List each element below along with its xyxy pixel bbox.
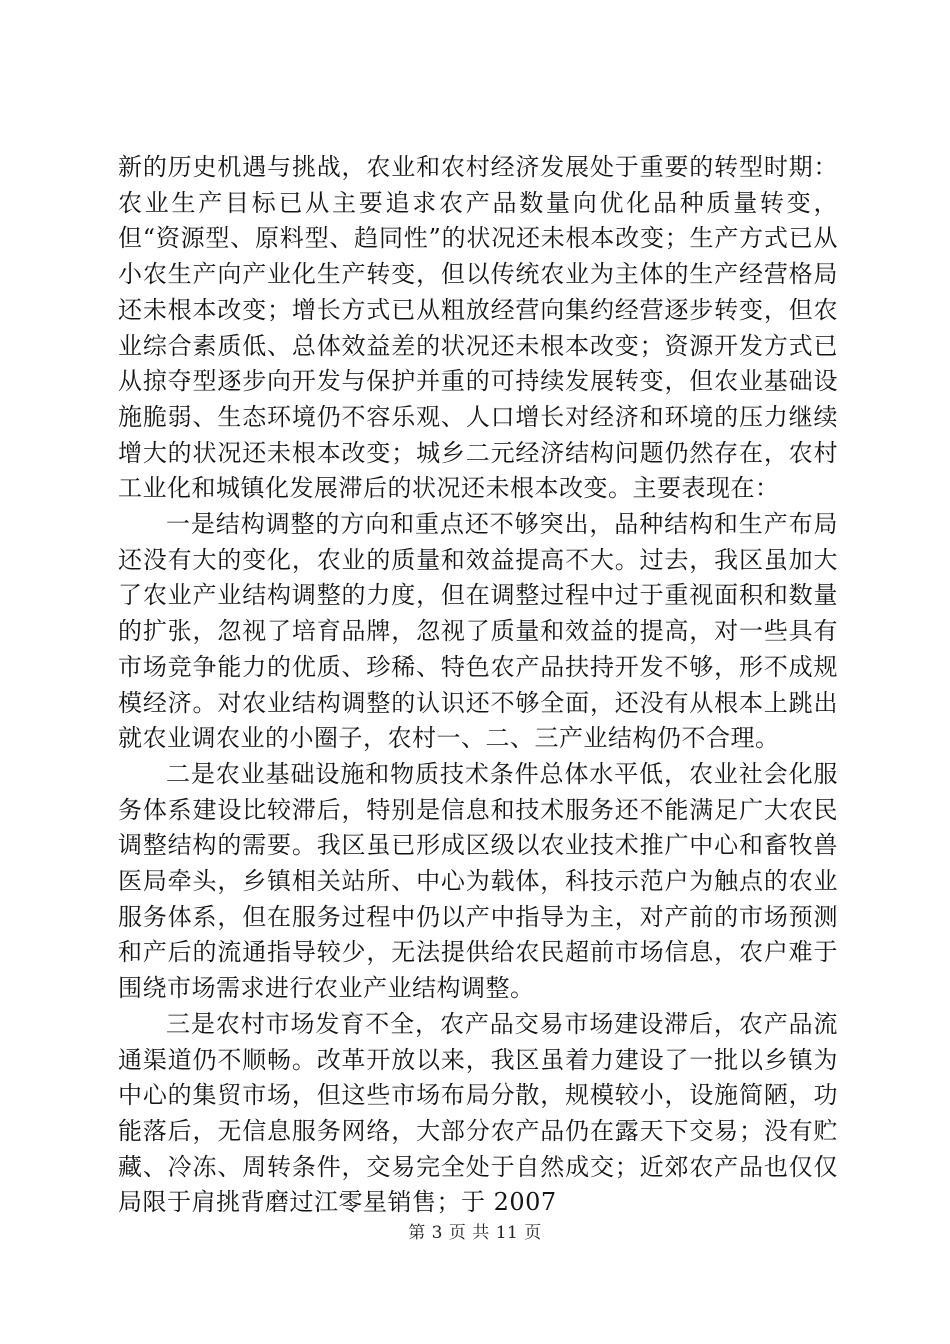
paragraph-point-one: 一是结构调整的方向和重点还不够突出，品种结构和生产布局还没有大的变化，农业的质量和效益提高不大。过去，我区虽加大了农业产业结构调整的力度，但在调整过程中过于重视面积和数量的扩张，忽视了培育品牌，忽视了质量和效益的提高，对一些具有市场竞争能力的优质、珍稀、特色农产品扶持开发不够，形不成规模经济。对农业结构调整的认识还不够全面，还没有从根本上跳出就农业调农业的小圈子，农村一、二、三产业结构仍不合理。 (118, 510, 838, 753)
paragraph-point-two: 二是农业基础设施和物质技术条件总体水平低，农业社会化服务体系建设比较滞后，特别是信息和技术服务还不能满足广大农民调整结构的需要。我区虽已形成区级以农业技术推广中心和畜牧兽医局牵头，乡镇相关站所、中心为载体，科技示范户为触点的农业服务体系，但在服务过程中仍以产中指导为主，对产前的市场预测和产后的流通指导较少，无法提供给农民超前市场信息，农户难于围绕市场需求进行农业产业结构调整。 (118, 759, 838, 1003)
document-body (118, 150, 838, 1221)
page-number-footer: 第 3 页 共 11 页 (408, 1223, 542, 1243)
paragraph-intro: 新的历史机遇与挑战，农业和农村经济发展处于重要的转型时期：农业生产目标已从主要追求农产品数量向优化品种质量转变，但“资源型、原料型、趋同性”的状况还未根本改变；生产方式已从小农生产向产业化生产转变，但以传统农业为主体的生产经营格局还未根本改变；增长方式已从粗放经营向集约经营逐步转变，但农业综合素质低、总体效益差的状况还未根本改变；资源开发方式已从掠夺型逐步向开发与保护并重的可持续发展转变，但农业基础设施脆弱、生态环境仍不容乐观、人口增长对经济和环境的压力继续增大的状况还未根本改变；城乡二元经济结构问题仍然存在，农村工业化和城镇化发展滞后的状况还未根本改变。主要表现在： (118, 153, 838, 503)
paragraph-point-three: 三是农村市场发育不全，农产品交易市场建设滞后，农产品流通渠道仍不顺畅。改革开放以来，我区虽着力建设了一批以乡镇为中心的集贸市场，但这些市场布局分散，规模较小，设施简陋，功能落后，无信息服务网络，大部分农产品仍在露天下交易；没有贮藏、冷冻、周转条件，交易完全处于自然成交；近郊农产品也仅仅局限于肩挑背磨过江零星销售；于 2007 (118, 1009, 838, 1217)
